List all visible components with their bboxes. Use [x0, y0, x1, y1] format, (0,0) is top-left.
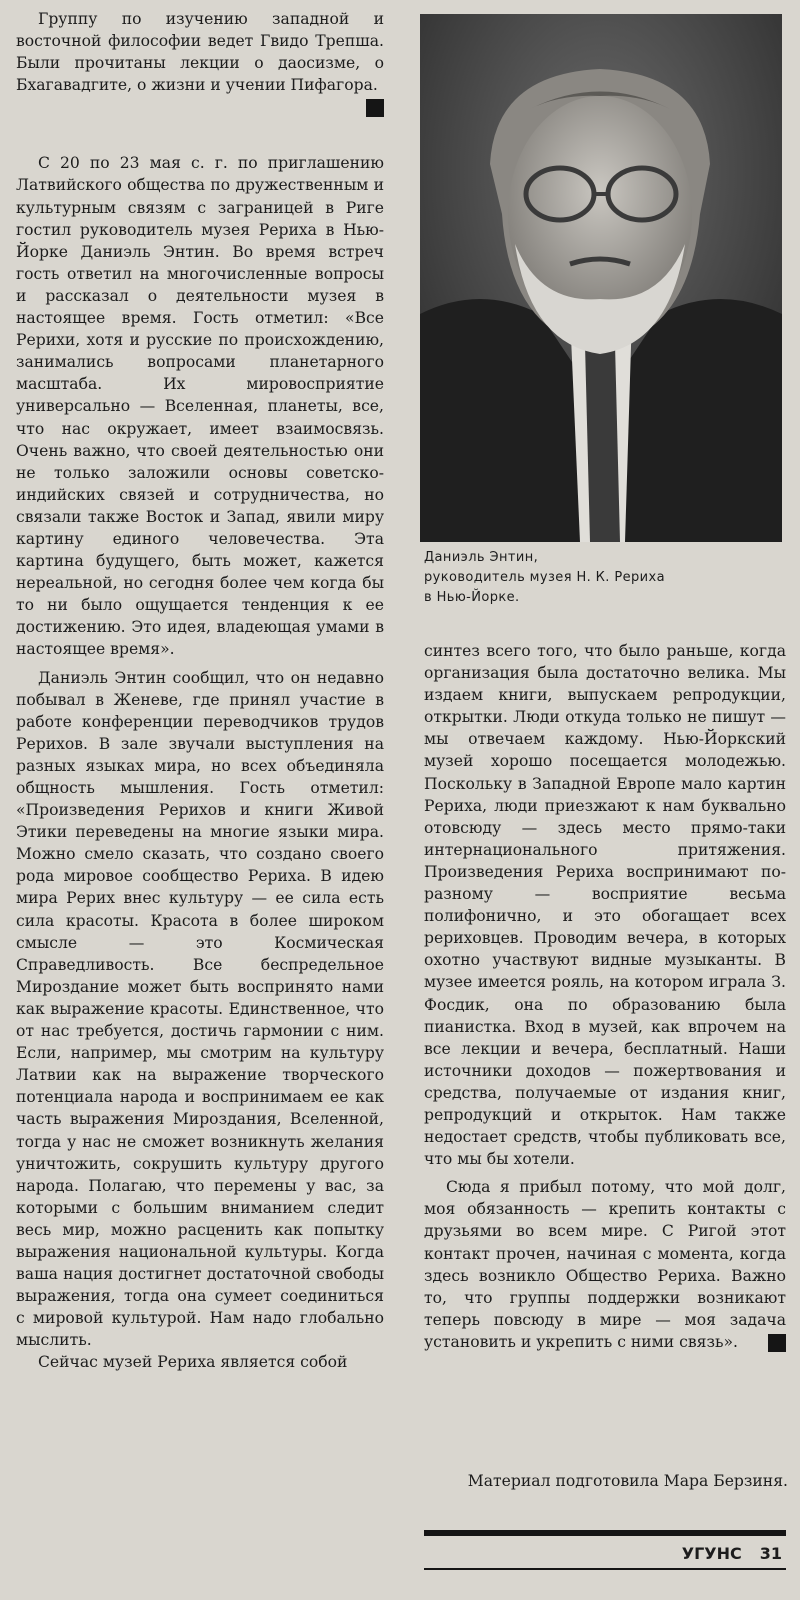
portrait-image [420, 14, 782, 542]
footer-rule [424, 1530, 786, 1536]
footer-rule-bottom [424, 1568, 786, 1570]
intro-paragraph: Группу по изучению западной и восточной философии ведет Гвидо Трепша. Были прочитаны лекции о даосизме, о Бхагавадгите, о жизни и учении Пифагора. [16, 8, 384, 96]
article-paragraph: синтез всего того, что было раньше, когда организация была достаточно велика. Мы издаем книги, выпускаем репродукции, открытки. Люди откуда только не пишут — мы отвечаем каждому. Нью-Йоркский музей хорошо посещается молодежью. Поскольку в Западной Европе мало картин Рериха, люди приезжают к нам буквально отовсюду — здесь место прямо-таки интернационального притяжения. Произведения Рериха воспринимают по-разному — восприятие весьма полифонично, и это обогащает всех рериховцев. Проводим вечера, в которых охотно участвуют видные музыканты. В музее имеется рояль, на котором играла З. Фосдик, она по образованию была пианистка. Вход в музей, как впрочем на все лекции и вечера, бесплатный. Наши источники доходов — пожертвования и средства, получаемые от издания книг, репродукций и открыток. Нам также недостает средств, чтобы публиковать все, что мы бы хотели. [424, 642, 786, 1169]
right-column [424, 640, 786, 1353]
article-paragraph: Даниэль Энтин сообщил, что он недавно побывал в Женеве, где принял участие в работе конференции переводчиков трудов Рерихов. В зале звучали выступления на разных языках мира, но всех объединяла общность мышления. Гость отметил: «Произведения Рерихов и книги Живой Этики переведены на многие языки мира. Можно смело сказать, что создано своего рода мировое сообщество Рериха. В идею мира Рерих внес культуру — ее сила есть сила красоты. Красота в более широком смысле — это Космическая Справедливость. Все беспредельное Мироздание может быть воспринято нами как выражение красоты. Единственное, что от нас требуется, достичь гармонии с ним. Если, например, мы смотрим на культуру Латвии как на выражение творческого потенциала народа и воспринимаем ее как часть выражения Мироздания, Вселенной, тогда у нас не сможет возникнуть желания уничтожить, сокрушить культуру другого народа. Полагаю, что перемены у вас, за которыми с большим вниманием следит весь мир, можно расценить как попытку выражения национальной культуры. Когда ваша нация достигнет достаточной свободы выражения, тогда она сумеет соединиться с мировой культурой. Нам надо глобально мыслить. [16, 668, 384, 1350]
magazine-name: УГУНС [681, 1543, 742, 1563]
page-footer [424, 1540, 782, 1566]
left-column [16, 8, 384, 1374]
article-paragraph: С 20 по 23 мая с. г. по приглашению Латвийского общества по дружественным и культурным связям с заграницей в Риге гостил руководитель музея Рериха в Нью-Йорке Даниэль Энтин. Во время встреч гость ответил на многочисленные вопросы и рассказал о деятельности музея в настоящее время. Гость отметил: «Все Рерихи, хотя и русские по происхождению, занимались вопросами планетарного масштаба. Их мировосприятие универсально — Вселенная, планеты, все, что нас окружает, имеет взаимосвязь. Очень важно, что своей деятельностью они не только заложили основы советско-индийских связей и сотрудничества, но связали также Восток и Запад, явили миру картину единого человечества. Эта картина будущего, быть может, кажется нереальной, но сегодня более чем когда бы то ни было ощущается тенденция к ее достижению. Это идея, владеющая умами в настоящее время». [16, 154, 384, 659]
photo-caption: Даниэль Энтин, руководитель музея Н. К. Рериха в Нью-Йорке. [424, 550, 665, 605]
author-credit: Материал подготовила Мара Берзиня. [467, 1472, 788, 1490]
page-number: 31 [759, 1543, 782, 1563]
end-mark-icon [768, 1334, 786, 1352]
end-mark-icon [366, 99, 384, 117]
article-paragraph: Сейчас музей Рериха является собой [38, 1353, 348, 1372]
article-paragraph: Сюда я прибыл потому, что мой долг, моя обязанность — крепить контакты с друзьями во всем мире. С Ригой этот контакт прочен, начиная с момента, когда здесь возникло Общество Рериха. Важно то, что группы поддержки возникают теперь повсюду в мире — моя задача установить и укрепить с ними связь». [424, 1178, 786, 1351]
portrait-photo [420, 14, 782, 542]
